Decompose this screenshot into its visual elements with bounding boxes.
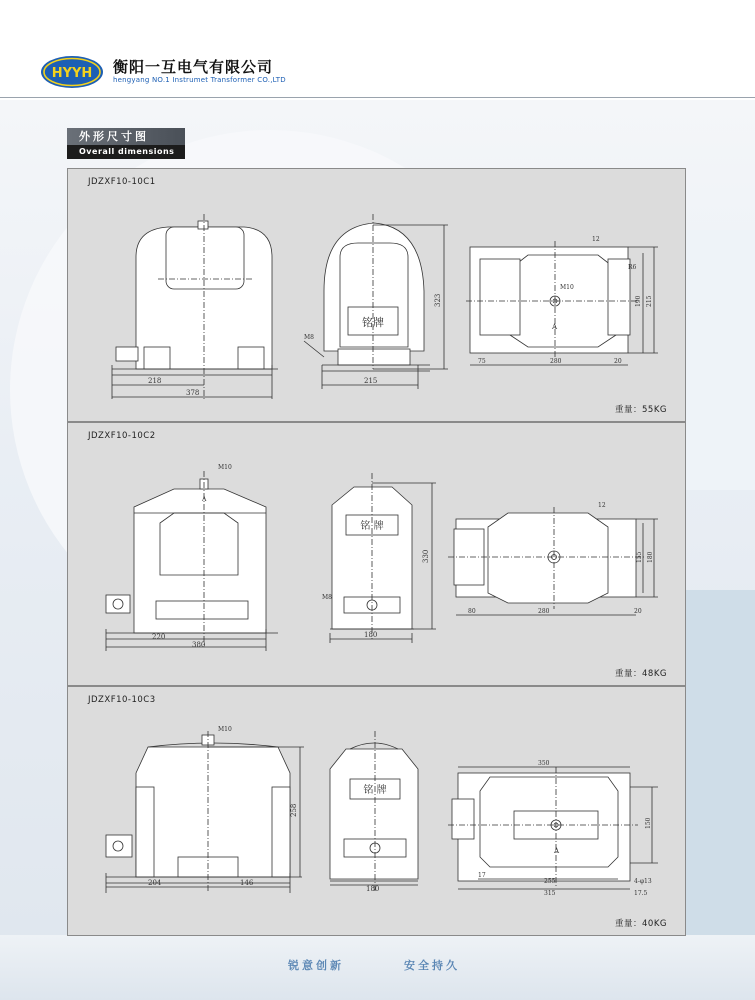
drawing-panel-c2	[67, 422, 686, 686]
top-view	[466, 236, 658, 365]
front-view	[112, 214, 278, 401]
dimension-label: 315	[544, 890, 556, 897]
nameplate-label: 铭 牌	[363, 785, 387, 796]
header-divider	[0, 97, 755, 98]
drawing-c3	[68, 687, 685, 935]
holes-label: 4-φ13	[634, 878, 652, 885]
slogan-text: 安全持久	[404, 959, 460, 972]
model-label: JDZXF10-10C3	[88, 695, 156, 705]
company-logo	[40, 55, 104, 89]
slogan-text: 锐意创新	[288, 959, 344, 972]
drawing-panel-c1	[67, 168, 686, 422]
marker-label: A	[554, 847, 560, 855]
dimension-label: 215	[364, 377, 378, 385]
drawing-c2	[68, 423, 685, 685]
radius-label: R6	[628, 264, 637, 271]
dimension-label: 180	[647, 551, 654, 563]
dimension-label: 280	[550, 358, 562, 365]
bolt-label: M10	[218, 726, 232, 733]
dimension-label: 190	[635, 295, 642, 307]
section-title-cn: 外形尺寸图	[67, 128, 185, 145]
dimension-label: 350	[538, 760, 550, 767]
dimension-label: 146	[240, 879, 254, 887]
dimension-label: 280	[538, 608, 550, 615]
dimension-label: 75	[478, 358, 486, 365]
background-band	[686, 230, 755, 490]
marker-label: A	[202, 496, 207, 503]
company-name-cn: 衡阳一互电气有限公司	[113, 58, 274, 76]
dimension-label: 218	[148, 377, 162, 385]
weight-label: 重量：40KG	[615, 919, 667, 929]
dimension-label: 380	[192, 641, 206, 649]
bolt-label: M8	[304, 334, 314, 341]
dimension-label: 150	[645, 817, 652, 829]
dimension-label: 12	[598, 502, 606, 509]
dimension-label: 220	[152, 633, 166, 641]
dimension-label: 20	[634, 608, 642, 615]
side-view	[330, 731, 418, 893]
dimension-label: 180	[364, 631, 378, 639]
marker-label: A	[552, 323, 558, 331]
nameplate-label: 铭牌	[362, 316, 384, 329]
dimension-label: 258	[290, 803, 298, 817]
dimension-label: 378	[186, 389, 200, 397]
dimension-label: 204	[148, 879, 162, 887]
dimension-label: 20	[614, 358, 622, 365]
dimension-label: 330	[422, 549, 430, 563]
dimension-label: 12	[592, 236, 600, 243]
dimension-label: 180	[366, 885, 380, 893]
drawing-panel-c3	[67, 686, 686, 936]
background-band	[0, 935, 755, 1000]
company-name-en: hengyang NO.1 Instrumet Transformer CO.,LTD	[113, 76, 286, 84]
bolt-label: M8	[322, 594, 332, 601]
bolt-label: M10	[560, 284, 574, 291]
dimension-label: 80	[468, 608, 476, 615]
page-header	[0, 0, 755, 98]
dimension-label: 323	[434, 293, 442, 307]
dimension-label: 17	[478, 872, 486, 879]
front-view	[106, 726, 304, 893]
weight-label: 重量：55KG	[615, 405, 667, 415]
weight-label: 重量：48KG	[615, 669, 667, 679]
nameplate-label: 铭 牌	[360, 521, 384, 532]
section-title-en: Overall dimensions	[67, 145, 185, 159]
drawing-c1	[68, 169, 685, 421]
logo-text: HYYH	[51, 66, 93, 81]
model-label: JDZXF10-10C1	[88, 177, 156, 187]
dimension-label: 255	[544, 878, 556, 885]
model-label: JDZXF10-10C2	[88, 431, 156, 441]
dimension-label: 155	[636, 551, 643, 563]
section-title	[67, 128, 185, 160]
side-view	[304, 214, 448, 389]
dimension-label: 17.5	[634, 890, 648, 897]
front-view	[106, 464, 278, 651]
top-view	[448, 760, 658, 897]
dimension-label: 215	[646, 295, 653, 307]
side-view	[322, 473, 436, 643]
top-view	[448, 502, 658, 615]
bolt-label: M10	[218, 464, 232, 471]
